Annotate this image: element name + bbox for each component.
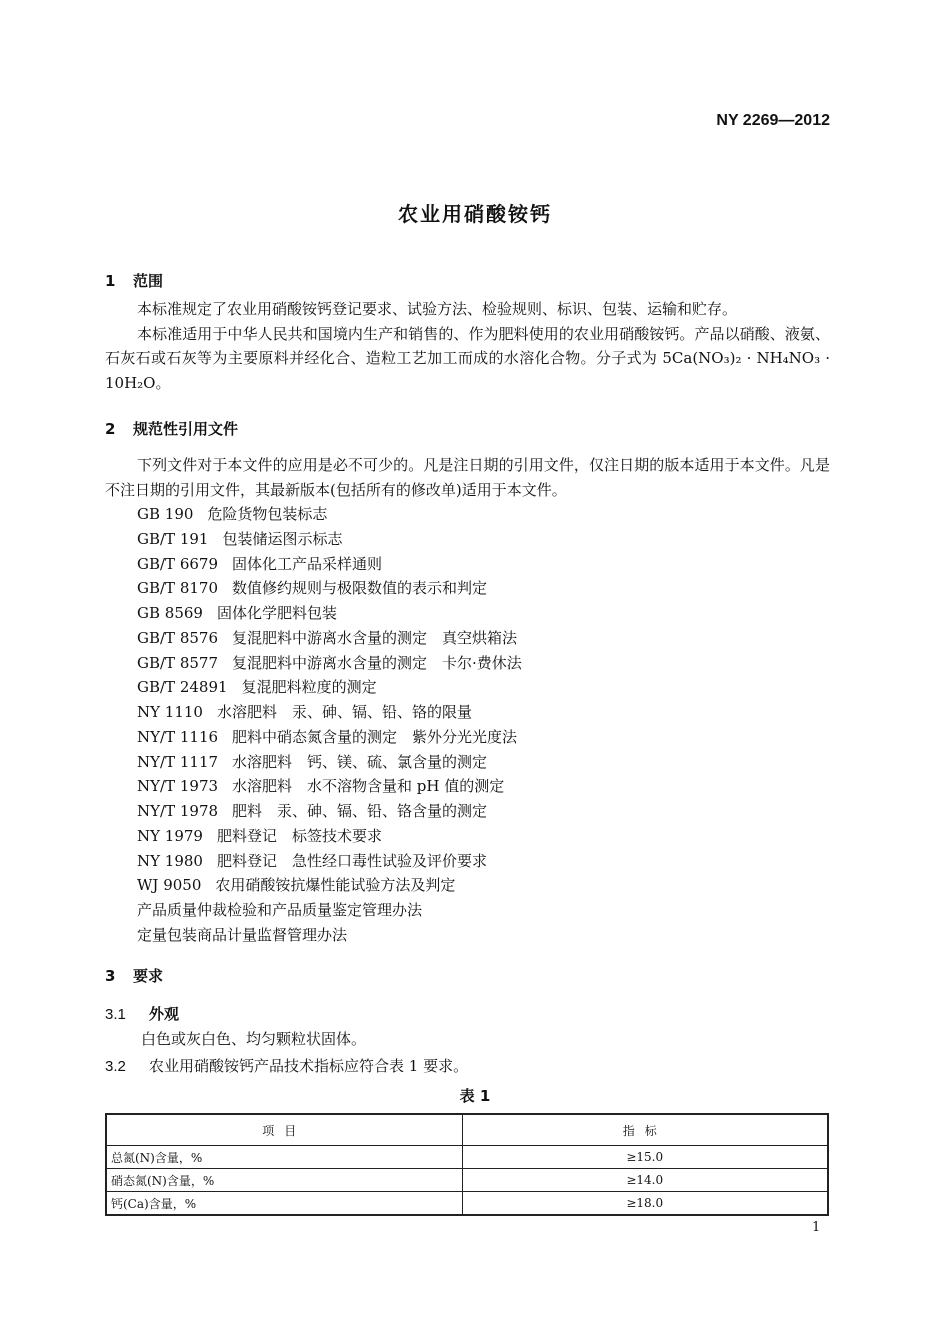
reference-item <box>137 725 522 750</box>
section-2-intro <box>105 453 830 502</box>
reference-name: 水溶肥料 水不溶物含量和 pH 值的测定 <box>232 777 505 796</box>
table-row <box>106 1169 828 1192</box>
reference-item <box>137 527 522 552</box>
reference-name: 水溶肥料 汞、砷、镉、铅、铬的限量 <box>216 703 472 721</box>
reference-item <box>137 873 522 898</box>
reference-item: 产品质量仲裁检验和产品质量鉴定管理办法 <box>137 901 423 919</box>
section-1-heading <box>105 270 163 291</box>
section-2-heading <box>105 418 238 439</box>
section-number: 3 <box>105 967 116 985</box>
reference-list <box>137 502 522 948</box>
reference-code: NY/T 1973 <box>137 777 219 796</box>
reference-code: GB/T 24891 <box>137 678 228 697</box>
table-row <box>106 1146 828 1169</box>
subsection-title: 外观 <box>149 1005 180 1023</box>
reference-code: GB/T 8576 <box>137 628 219 647</box>
subsection-3-1-heading <box>105 1003 179 1024</box>
reference-name: 固体化工产品采样通则 <box>232 554 383 573</box>
reference-name: 肥料登记 急性经口毒性试验及评价要求 <box>216 851 487 870</box>
reference-code: WJ 9050 <box>137 876 202 895</box>
reference-code: GB/T 8170 <box>137 579 219 598</box>
section-1-body <box>105 297 830 395</box>
section-title: 范围 <box>133 272 164 290</box>
reference-item <box>137 700 522 725</box>
reference-name: 危险货物包装标志 <box>207 505 328 523</box>
item-cell: 钙(Ca)含量，% <box>106 1192 462 1216</box>
reference-name: 数值修约规则与极限数值的表示和判定 <box>232 579 488 598</box>
reference-code: NY 1980 <box>137 851 203 870</box>
reference-item <box>137 626 522 651</box>
reference-code: NY 1110 <box>137 703 203 721</box>
reference-code: GB/T 6679 <box>137 554 219 573</box>
paragraph: 本标准适用于中华人民共和国境内生产和销售的、作为肥料使用的农业用硝酸铵钙。产品以硝酸、液氨、石灰石或石灰等为主要原料并经化合、造粒工艺加工而成的水溶化合物。分子式为 5Ca(NO₃)₂ · NH₄NO₃ · 10H₂O。 <box>105 324 830 392</box>
spec-table <box>105 1113 829 1216</box>
column-header-value: 指标 <box>462 1114 828 1146</box>
reference-code: NY/T 1117 <box>137 752 219 771</box>
reference-code: GB/T 8577 <box>137 653 219 672</box>
reference-name: 包装储运图示标志 <box>222 529 343 548</box>
reference-item <box>137 651 522 676</box>
appearance-text: 白色或灰白色、均匀颗粒状固体。 <box>141 1030 367 1048</box>
reference-name: 复混肥料中游离水含量的测定 真空烘箱法 <box>232 628 518 647</box>
reference-item <box>137 824 522 849</box>
page-number: 1 <box>812 1220 821 1235</box>
reference-name: 肥料中硝态氮含量的测定 紫外分光光度法 <box>232 727 518 746</box>
table-row <box>106 1192 828 1216</box>
subsection-3-2 <box>105 1055 468 1076</box>
reference-code: GB 8569 <box>137 604 203 622</box>
reference-name: 肥料 汞、砷、镉、铅、铬含量的测定 <box>232 802 488 820</box>
reference-name: 复混肥料粒度的测定 <box>241 678 377 697</box>
item-cell: 硝态氮(N)含量，% <box>106 1169 462 1192</box>
section-3-heading <box>105 965 163 986</box>
reference-code: GB/T 191 <box>137 529 209 548</box>
reference-code: GB 190 <box>137 505 194 523</box>
value-cell: ≥15.0 <box>462 1146 828 1169</box>
subsection-number: 3.1 <box>105 1006 126 1023</box>
table-header-row <box>106 1114 828 1146</box>
reference-item <box>137 601 522 626</box>
reference-item <box>137 774 522 799</box>
section-number: 1 <box>105 272 116 290</box>
section-title: 规范性引用文件 <box>133 420 239 438</box>
column-header-item: 项目 <box>106 1114 462 1146</box>
reference-item <box>137 799 522 824</box>
reference-item <box>137 502 522 527</box>
reference-name: 水溶肥料 钙、镁、硫、氯含量的测定 <box>232 752 488 771</box>
reference-code: NY/T 1978 <box>137 802 219 820</box>
paragraph: 下列文件对于本文件的应用是必不可少的。凡是注日期的引用文件，仅注日期的版本适用于本文件。凡是不注日期的引用文件，其最新版本(包括所有的修改单)适用于本文件。 <box>105 456 830 499</box>
reference-code: NY 1979 <box>137 826 203 845</box>
item-cell: 总氮(N)含量，% <box>106 1146 462 1169</box>
reference-name: 肥料登记 标签技术要求 <box>216 826 382 845</box>
subsection-number: 3.2 <box>105 1058 126 1075</box>
reference-item <box>137 576 522 601</box>
reference-item <box>137 849 522 874</box>
reference-name: 复混肥料中游离水含量的测定 卡尔·费休法 <box>232 653 522 672</box>
subsection-text: 农业用硝酸铵钙产品技术指标应符合表 1 要求。 <box>149 1057 469 1075</box>
reference-item <box>137 750 522 775</box>
value-cell: ≥14.0 <box>462 1169 828 1192</box>
reference-item <box>137 552 522 577</box>
table-caption: 表 1 <box>459 1087 491 1105</box>
paragraph: 本标准规定了农业用硝酸铵钙登记要求、试验方法、检验规则、标识、包装、运输和贮存。 <box>137 300 738 318</box>
document-title: 农业用硝酸铵钙 <box>398 202 552 226</box>
reference-item <box>137 675 522 700</box>
reference-name: 固体化学肥料包装 <box>216 604 337 622</box>
reference-code: NY/T 1116 <box>137 727 219 746</box>
standard-number: NY 2269—2012 <box>716 112 830 129</box>
value-cell: ≥18.0 <box>462 1192 828 1216</box>
section-number: 2 <box>105 420 116 438</box>
reference-item: 定量包装商品计量监督管理办法 <box>137 925 348 944</box>
section-title: 要求 <box>133 967 164 985</box>
reference-name: 农用硝酸铵抗爆性能试验方法及判定 <box>215 876 456 895</box>
